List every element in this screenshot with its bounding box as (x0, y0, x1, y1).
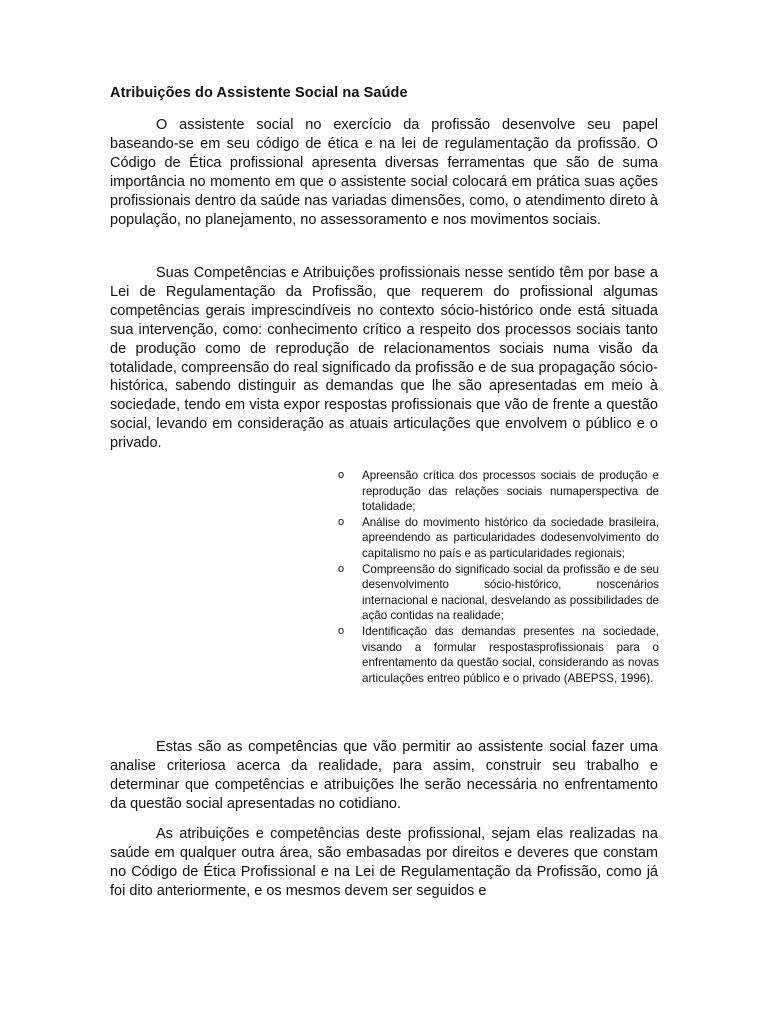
bullet-marker: o (338, 624, 345, 637)
list-item (338, 562, 659, 624)
document-title: Atribuições do Assistente Social na Saúde (110, 85, 408, 101)
paragraph-competencias: Suas Competências e Atribuições profissionais nesse sentido têm por base a Lei de Regulamentação da Profissão, que requerem do profissional algumas competências gerais imprescindíveis no contexto sócio-histórico onde está situada sua intervenção, como: conhecimento crítico a respeito dos processos sociais tanto de produção como de reprodução de relacionamentos sociais numa visão da totalidade, compreensão do real significado da profissão e de sua propagação sócio- histórica, sabendo distinguir as demandas que lhe são apresentadas em meio à sociedade, tendo em vista expor respostas profissionais que vão de frente a questão social, levando em consideração as atuais articulações que envolvem o público e o privado. (110, 265, 658, 452)
paragraph-intro: O assistente social no exercício da profissão desenvolve seu papel baseando-se em seu código de ética e na lei de regulamentação da profissão. O Código de Ética profissional apresenta diversas ferramentas que são de suma importância no momento em que o assistente social colocará em prática suas ações profissionais dentro da saúde nas variadas dimensões, como, o atendimento direto à população, no planejamento, no assessoramento e nos movimentos sociais. (110, 117, 658, 228)
quote-bullet-list (338, 468, 659, 686)
list-item-text: Compreensão do significado social da profissão e de seu desenvolvimento sócio-histórico, noscenários internacional e nacional, desvelando as possibilidades de ação contidas na realidade; (362, 562, 659, 623)
bullet-marker: o (338, 469, 345, 481)
list-item-text: Identificação das demandas presentes na sociedade, visando a formular respostasprofissionais para o enfrentamento da questão social, considerando as novas articulações entreo público e o privado (ABEPSS, 1996). (362, 624, 659, 685)
paragraph-analise: Estas são as competências que vão permitir ao assistente social fazer uma analise criteriosa acerca da realidade, para assim, construir seu trabalho e determinar que competências e atribuições lhe serão necessária no enfrentamento da questão social apresentadas no cotidiano. (110, 739, 658, 812)
bullet-marker: o (338, 515, 345, 528)
bullet-marker: o (338, 562, 345, 575)
list-item-text: Apreensão crítica dos processos sociais de produção e reprodução das relações sociais numaperspectiva de totalidade; (362, 469, 659, 514)
list-item (338, 624, 659, 686)
list-item (338, 468, 659, 515)
list-item-text: Análise do movimento histórico da sociedade brasileira, apreendendo as particularidades dodesenvolvimento do capitalismo no país e as particularidades regionais; (362, 515, 659, 560)
list-item (338, 515, 659, 562)
paragraph-atribuicoes: As atribuições e competências deste profissional, sejam elas realizadas na saúde em qualquer outra área, são embasadas por direitos e deveres que constam no Código de Ética Profissional e na Lei de Regulamentação da Profissão, como já foi dito anteriormente, e os mesmos devem ser seguidos e (110, 826, 658, 899)
